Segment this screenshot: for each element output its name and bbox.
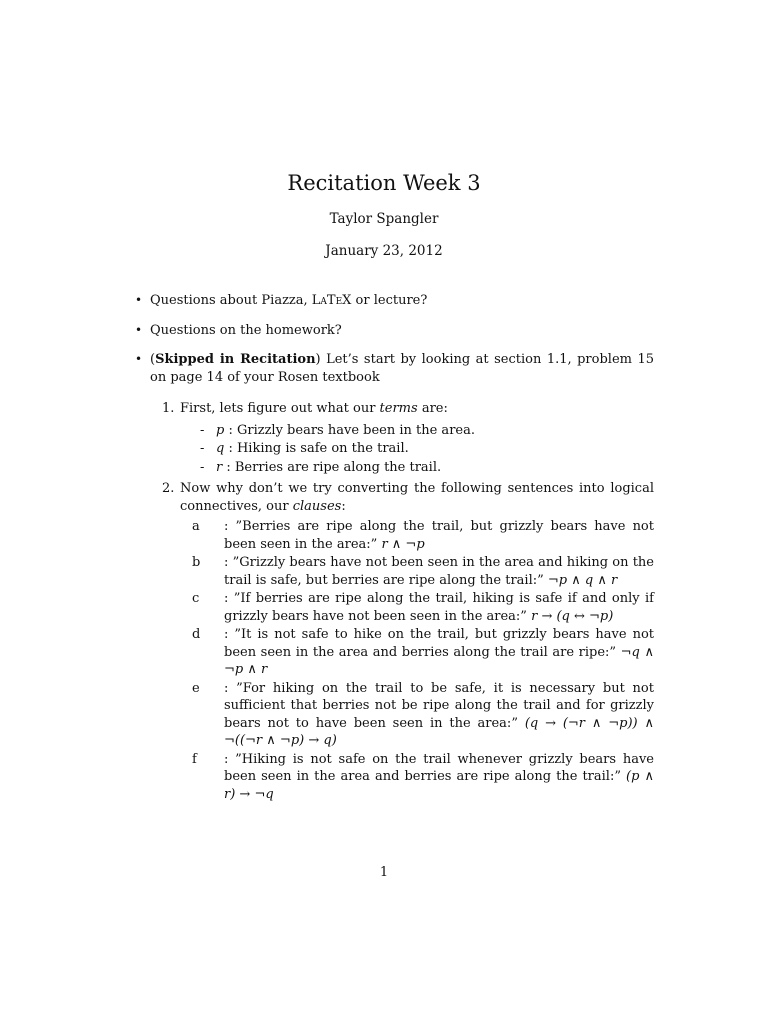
document-author: Taylor Spangler — [329, 211, 439, 227]
bullet-icon: • — [135, 352, 143, 366]
clause-text: : ”For hiking on the trail to be safe, it is necessary but not sufficient that berries not be ripe along the trail and for grizzly bears not to have been seen in the area:” — [224, 680, 654, 731]
step-emphasis: terms — [379, 401, 418, 416]
bullet-icon: • — [135, 293, 143, 307]
term-item — [180, 440, 654, 458]
clause-letter: c — [192, 591, 200, 606]
clause-letter: d — [192, 627, 201, 642]
clause-item — [180, 518, 654, 553]
skipped-label: Skipped in Recitation — [155, 352, 316, 367]
bullet-item-rosen — [112, 351, 654, 803]
clause-formula: (p ∧ r) → ¬q — [224, 769, 654, 802]
clause-item — [180, 751, 654, 804]
step-text-prefix: Now why don’t we try converting the following sentences into logical connectives, our — [180, 481, 654, 514]
bullet-text-prefix: Questions about Piazza, — [150, 293, 312, 308]
bullet-item-homework — [112, 322, 654, 340]
bullet-text-open: ( — [150, 352, 156, 367]
clause-text: : ”Grizzly bears have not been seen in the area and hiking on the trail is safe, but berries are ripe along the trail:” — [224, 555, 654, 588]
clause-formula: ¬p ∧ q ∧ r — [547, 572, 618, 588]
clause-text: : ”Hiking is not safe on the trail whenever grizzly bears have been seen in the area and berries are ripe along the trail:” — [224, 751, 654, 784]
step-clauses — [150, 480, 654, 803]
bullet-list — [112, 292, 654, 803]
clause-item — [180, 626, 654, 679]
step-terms — [150, 400, 654, 476]
term-text: : Grizzly bears have been in the area. — [224, 422, 475, 438]
bullet-text-rest: ) Let’s start by looking at section 1.1, problem 15 on page 14 of your Rosen textbook — [150, 352, 654, 385]
term-text: : Berries are ripe along the trail. — [222, 459, 442, 475]
step-text-suffix: are: — [417, 401, 448, 416]
term-symbol: q — [216, 441, 225, 456]
bullet-item-piazza — [112, 292, 654, 310]
clause-text: : ”Berries are ripe along the trail, but grizzly bears have not been seen in the area:” — [224, 519, 654, 552]
terms-list — [180, 422, 654, 477]
term-item — [180, 422, 654, 440]
bullet-icon: • — [135, 322, 143, 337]
clause-formula: r → (q ↔ ¬p) — [531, 608, 614, 624]
document-date: January 23, 2012 — [325, 243, 443, 259]
clause-formula: r ∧ ¬p — [381, 536, 425, 552]
bullet-text-suffix: or lecture? — [351, 293, 428, 308]
clause-formula: ¬q ∧ ¬p ∧ r — [224, 644, 654, 677]
term-symbol: r — [216, 459, 223, 475]
clause-item — [180, 590, 654, 625]
step-text-prefix: First, lets figure out what our — [180, 401, 380, 416]
term-symbol: p — [216, 422, 225, 438]
page-number: 1 — [379, 865, 389, 880]
term-item — [180, 459, 654, 477]
numbered-list — [150, 400, 654, 803]
clause-text: : ”It is not safe to hike on the trail, but grizzly bears have not been seen in the area and berries along the trail are ripe:” — [224, 627, 654, 660]
clause-item — [180, 554, 654, 589]
dash-icon: - — [200, 441, 205, 456]
clauses-list — [180, 518, 654, 803]
clause-text: : ”If berries are ripe along the trail, hiking is safe if and only if grizzly bears have not been seen in the area:” — [224, 591, 654, 624]
document-body — [112, 292, 654, 815]
clause-letter: f — [192, 751, 197, 767]
bullet-text: Questions on the homework? — [150, 322, 342, 338]
clause-formula: (q → (¬r ∧ ¬p)) ∧ ¬((¬r ∧ ¬p) → q) — [224, 715, 654, 748]
document-title: Recitation Week 3 — [287, 171, 481, 195]
step-text-suffix: : — [341, 498, 346, 514]
clause-item — [180, 680, 654, 750]
step-number: 1. — [162, 401, 175, 416]
step-number: 2. — [162, 481, 175, 496]
clause-letter: b — [192, 555, 201, 570]
clause-letter: e — [192, 680, 200, 696]
dash-icon: - — [200, 459, 205, 475]
clause-letter: a — [192, 519, 200, 534]
step-emphasis: clauses — [292, 498, 342, 514]
term-text: : Hiking is safe on the trail. — [224, 441, 409, 456]
latex-logo-text: LaTeX — [311, 293, 352, 308]
dash-icon: - — [200, 422, 205, 438]
